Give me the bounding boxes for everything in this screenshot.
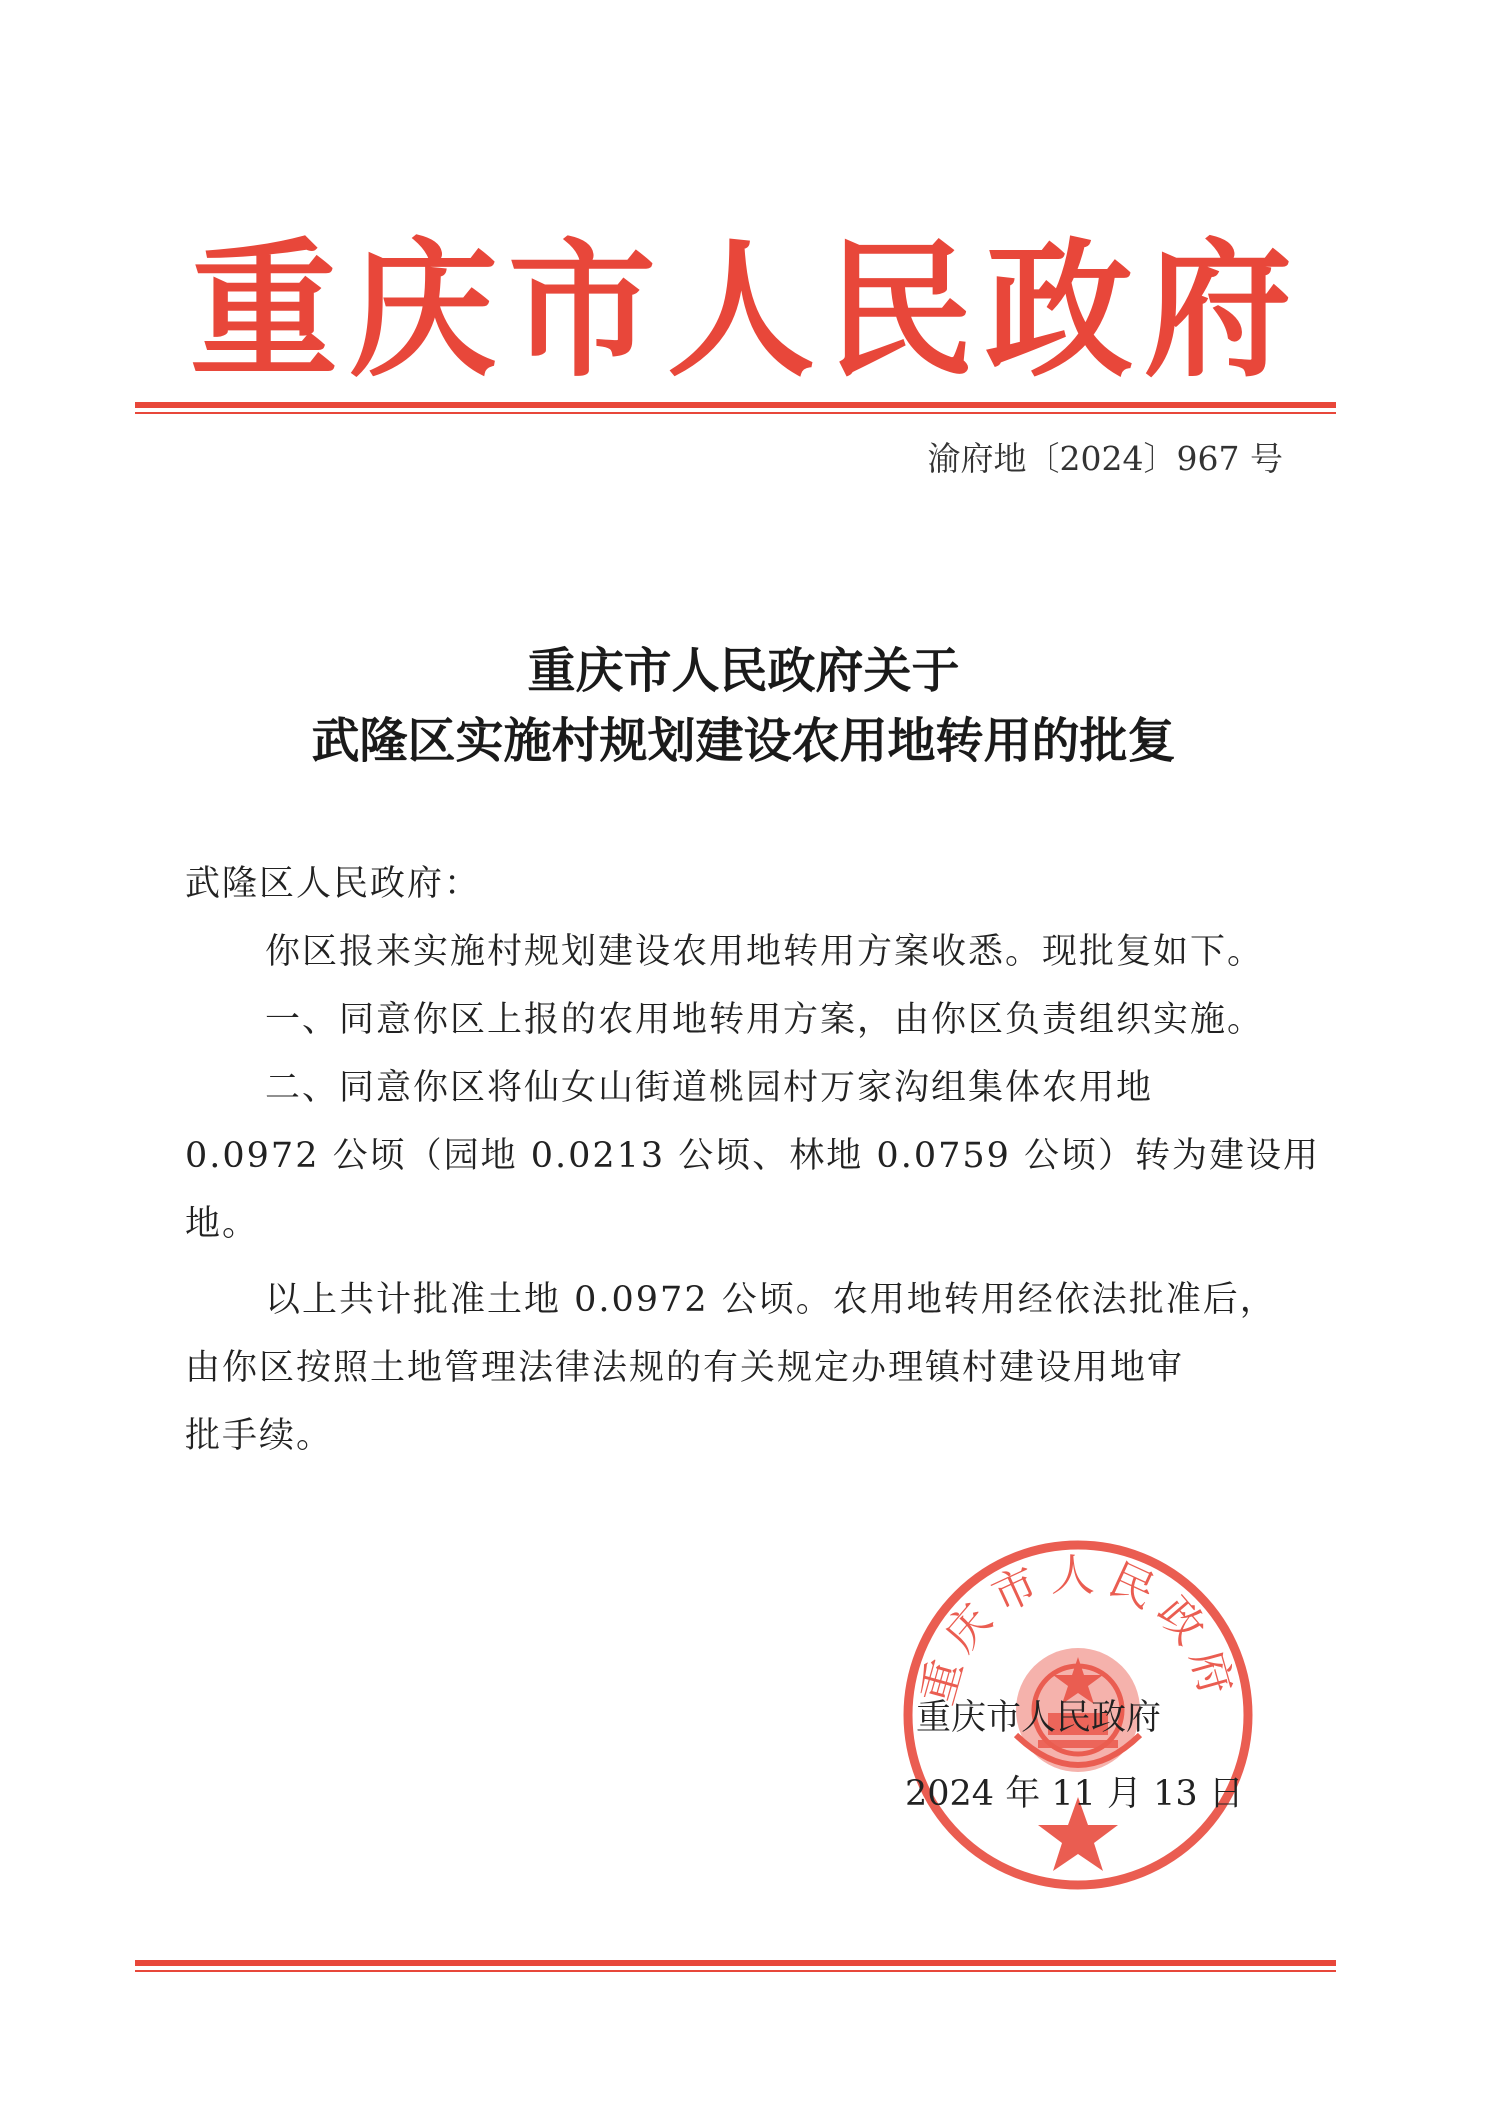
paragraph-4-line-2: 由你区按照土地管理法律法规的有关规定办理镇村建设用地审 <box>185 1348 1185 1388</box>
masthead-char: 民 <box>826 223 982 397</box>
paragraph-4-line-1: 以上共计批准土地 0.0972 公顷。农用地转用经依法批准后， <box>265 1280 1277 1320</box>
masthead-char: 庆 <box>349 223 505 397</box>
document-title-line1: 重庆市人民政府关于 <box>527 643 960 699</box>
signature-date: 2024 年 11 月 13 日 <box>905 1774 1244 1814</box>
document-number: 渝府地〔2024〕967 号 <box>927 439 1283 478</box>
paragraph-3-line-2: 0.0972 公顷（园地 0.0213 公顷、林地 0.0759 公顷）转为建设用 <box>185 1136 1321 1176</box>
masthead-char: 府 <box>1144 223 1300 397</box>
paragraph-3-line-1: 二、同意你区将仙女山街道桃园村万家沟组集体农用地 <box>265 1068 1154 1108</box>
paragraph-1: 你区报来实施村规划建设农用地转用方案收悉。现批复如下。 <box>265 932 1265 972</box>
salutation: 武隆区人民政府： <box>185 864 482 904</box>
footer-divider-thick <box>135 1960 1336 1966</box>
masthead-char: 人 <box>667 223 823 397</box>
seal-ring-text: 重庆市人民政府 <box>911 1550 1245 1711</box>
masthead-char: 市 <box>508 223 664 397</box>
paragraph-2: 一、同意你区上报的农用地转用方案，由你区负责组织实施。 <box>265 1000 1265 1040</box>
paragraph-3-line-3: 地。 <box>185 1204 260 1244</box>
masthead-char: 政 <box>985 223 1141 397</box>
signature-organization: 重庆市人民政府 <box>916 1698 1162 1738</box>
masthead-divider-thin <box>135 412 1336 414</box>
masthead-divider-thick <box>135 402 1336 408</box>
masthead-char: 重 <box>190 223 346 397</box>
document-title-line2: 武隆区实施村规划建设农用地转用的批复 <box>311 713 1176 769</box>
paragraph-4-line-3: 批手续。 <box>185 1416 334 1456</box>
footer-divider-thin <box>135 1970 1336 1972</box>
masthead-title <box>190 225 1300 395</box>
